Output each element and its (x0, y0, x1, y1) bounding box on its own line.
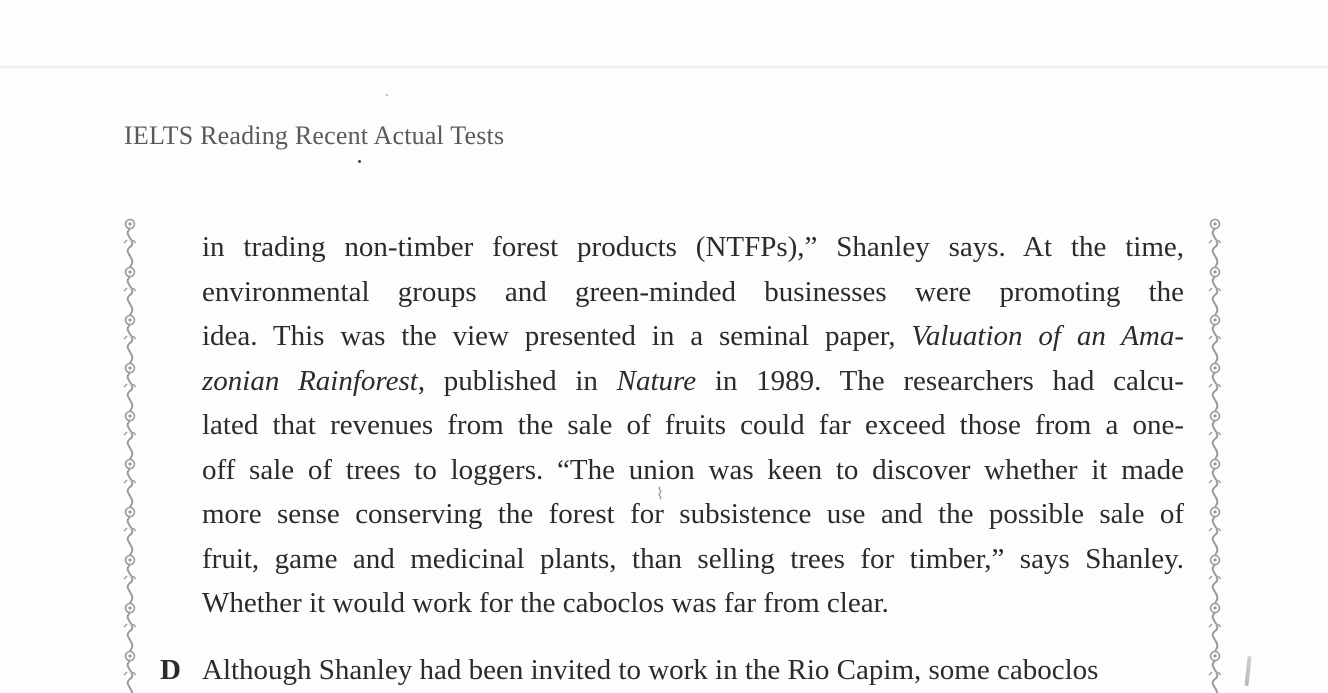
paper-title: Valuation of an Ama- (911, 320, 1184, 352)
border-tick (124, 288, 136, 291)
journal-name: Nature (616, 364, 697, 397)
border-tick (124, 336, 136, 339)
border-rosette-center (1213, 558, 1216, 561)
border-rosette-center (128, 606, 131, 609)
border-tick (1209, 624, 1221, 627)
border-tick (1209, 672, 1221, 675)
border-link (1213, 421, 1218, 459)
border-tick (1209, 384, 1221, 387)
border-tick (1209, 528, 1221, 531)
border-link (128, 613, 133, 651)
border-link (128, 277, 133, 315)
border-rosette-center (128, 366, 131, 369)
border-rosette-center (128, 510, 131, 513)
passage-line: environmental groups and green-minded businesses were promoting the (202, 275, 1184, 308)
paper-title-cont: zonian Rainforest (202, 364, 418, 397)
decorative-border-right (1204, 216, 1226, 693)
border-rosette-center (128, 318, 131, 321)
passage-line: more sense conserving the forest for subsistence use and the possible sale of (202, 498, 1184, 530)
border-link (1213, 565, 1218, 603)
border-rosette-center (128, 270, 131, 273)
border-rosette-center (128, 462, 131, 465)
border-tick (124, 432, 136, 435)
border-rosette-center (128, 558, 131, 561)
passage-line: lated that revenues from the sale of fruits could far exceed those from a one- (202, 409, 1184, 441)
scan-speck (358, 160, 361, 163)
border-tick (124, 384, 136, 387)
border-tick (124, 576, 136, 579)
decorative-border-left (119, 216, 141, 693)
border-link (128, 421, 133, 459)
border-rosette-center (128, 222, 131, 225)
passage-paragraph-d (160, 648, 1184, 693)
border-rosette-center (1213, 654, 1216, 657)
border-link (128, 517, 133, 555)
border-tick (1209, 480, 1221, 483)
border-tick (124, 528, 136, 531)
border-rosette-center (1213, 510, 1216, 513)
passage-line: in trading non-timber forest products (NTFPs),” Shanley says. At the time, (202, 231, 1184, 263)
border-rosette-center (128, 414, 131, 417)
paragraph-label: D (160, 654, 181, 686)
border-tick (1209, 432, 1221, 435)
passage-line: idea. This was the view presented in a seminal paper, Valuation of an Ama- (202, 320, 1184, 352)
border-link (128, 661, 133, 693)
border-tick (1209, 576, 1221, 579)
border-rosette-center (1213, 414, 1216, 417)
border-link (1213, 661, 1218, 693)
border-link (1213, 277, 1218, 315)
border-tick (1209, 288, 1221, 291)
border-rosette-center (1213, 606, 1216, 609)
passage-line: fruit, game and medicinal plants, than selling trees for timber,” says Shanley. (202, 542, 1184, 575)
border-link (1213, 325, 1218, 363)
border-tick (124, 624, 136, 627)
paragraph-text: Although Shanley had been invited to work in the Rio Capim, some caboclos (202, 654, 1099, 686)
border-tick (1209, 336, 1221, 339)
passage-line: off sale of trees to loggers. “The union was keen to discover whether it made (202, 453, 1184, 486)
border-link (128, 469, 133, 507)
ink-smudge: ⌇ (656, 484, 664, 503)
passage-line: Whether it would work for the caboclos was far from clear. (202, 587, 889, 619)
border-link (1213, 229, 1218, 267)
border-tick (1209, 240, 1221, 243)
border-rosette-center (1213, 318, 1216, 321)
border-link (1213, 373, 1218, 411)
border-rosette-center (1213, 366, 1216, 369)
passage-paragraph-c (202, 225, 1184, 626)
scan-edge-line (0, 66, 1328, 70)
border-link (128, 565, 133, 603)
passage-line: zonian Rainforest, published in Nature in 1989. The researchers had calcu- (202, 364, 1184, 397)
border-tick (124, 480, 136, 483)
border-tick (124, 672, 136, 675)
scan-speck (386, 94, 388, 96)
border-rosette-center (1213, 222, 1216, 225)
border-rosette-center (1213, 270, 1216, 273)
border-link (1213, 469, 1218, 507)
border-link (1213, 613, 1218, 651)
border-link (128, 229, 133, 267)
border-rosette-center (1213, 462, 1216, 465)
border-link (128, 373, 133, 411)
border-link (1213, 517, 1218, 555)
running-header: IELTS Reading Recent Actual Tests (124, 121, 505, 150)
border-link (128, 325, 133, 363)
border-tick (124, 240, 136, 243)
border-rosette-center (128, 654, 131, 657)
pencil-mark (1244, 656, 1251, 686)
